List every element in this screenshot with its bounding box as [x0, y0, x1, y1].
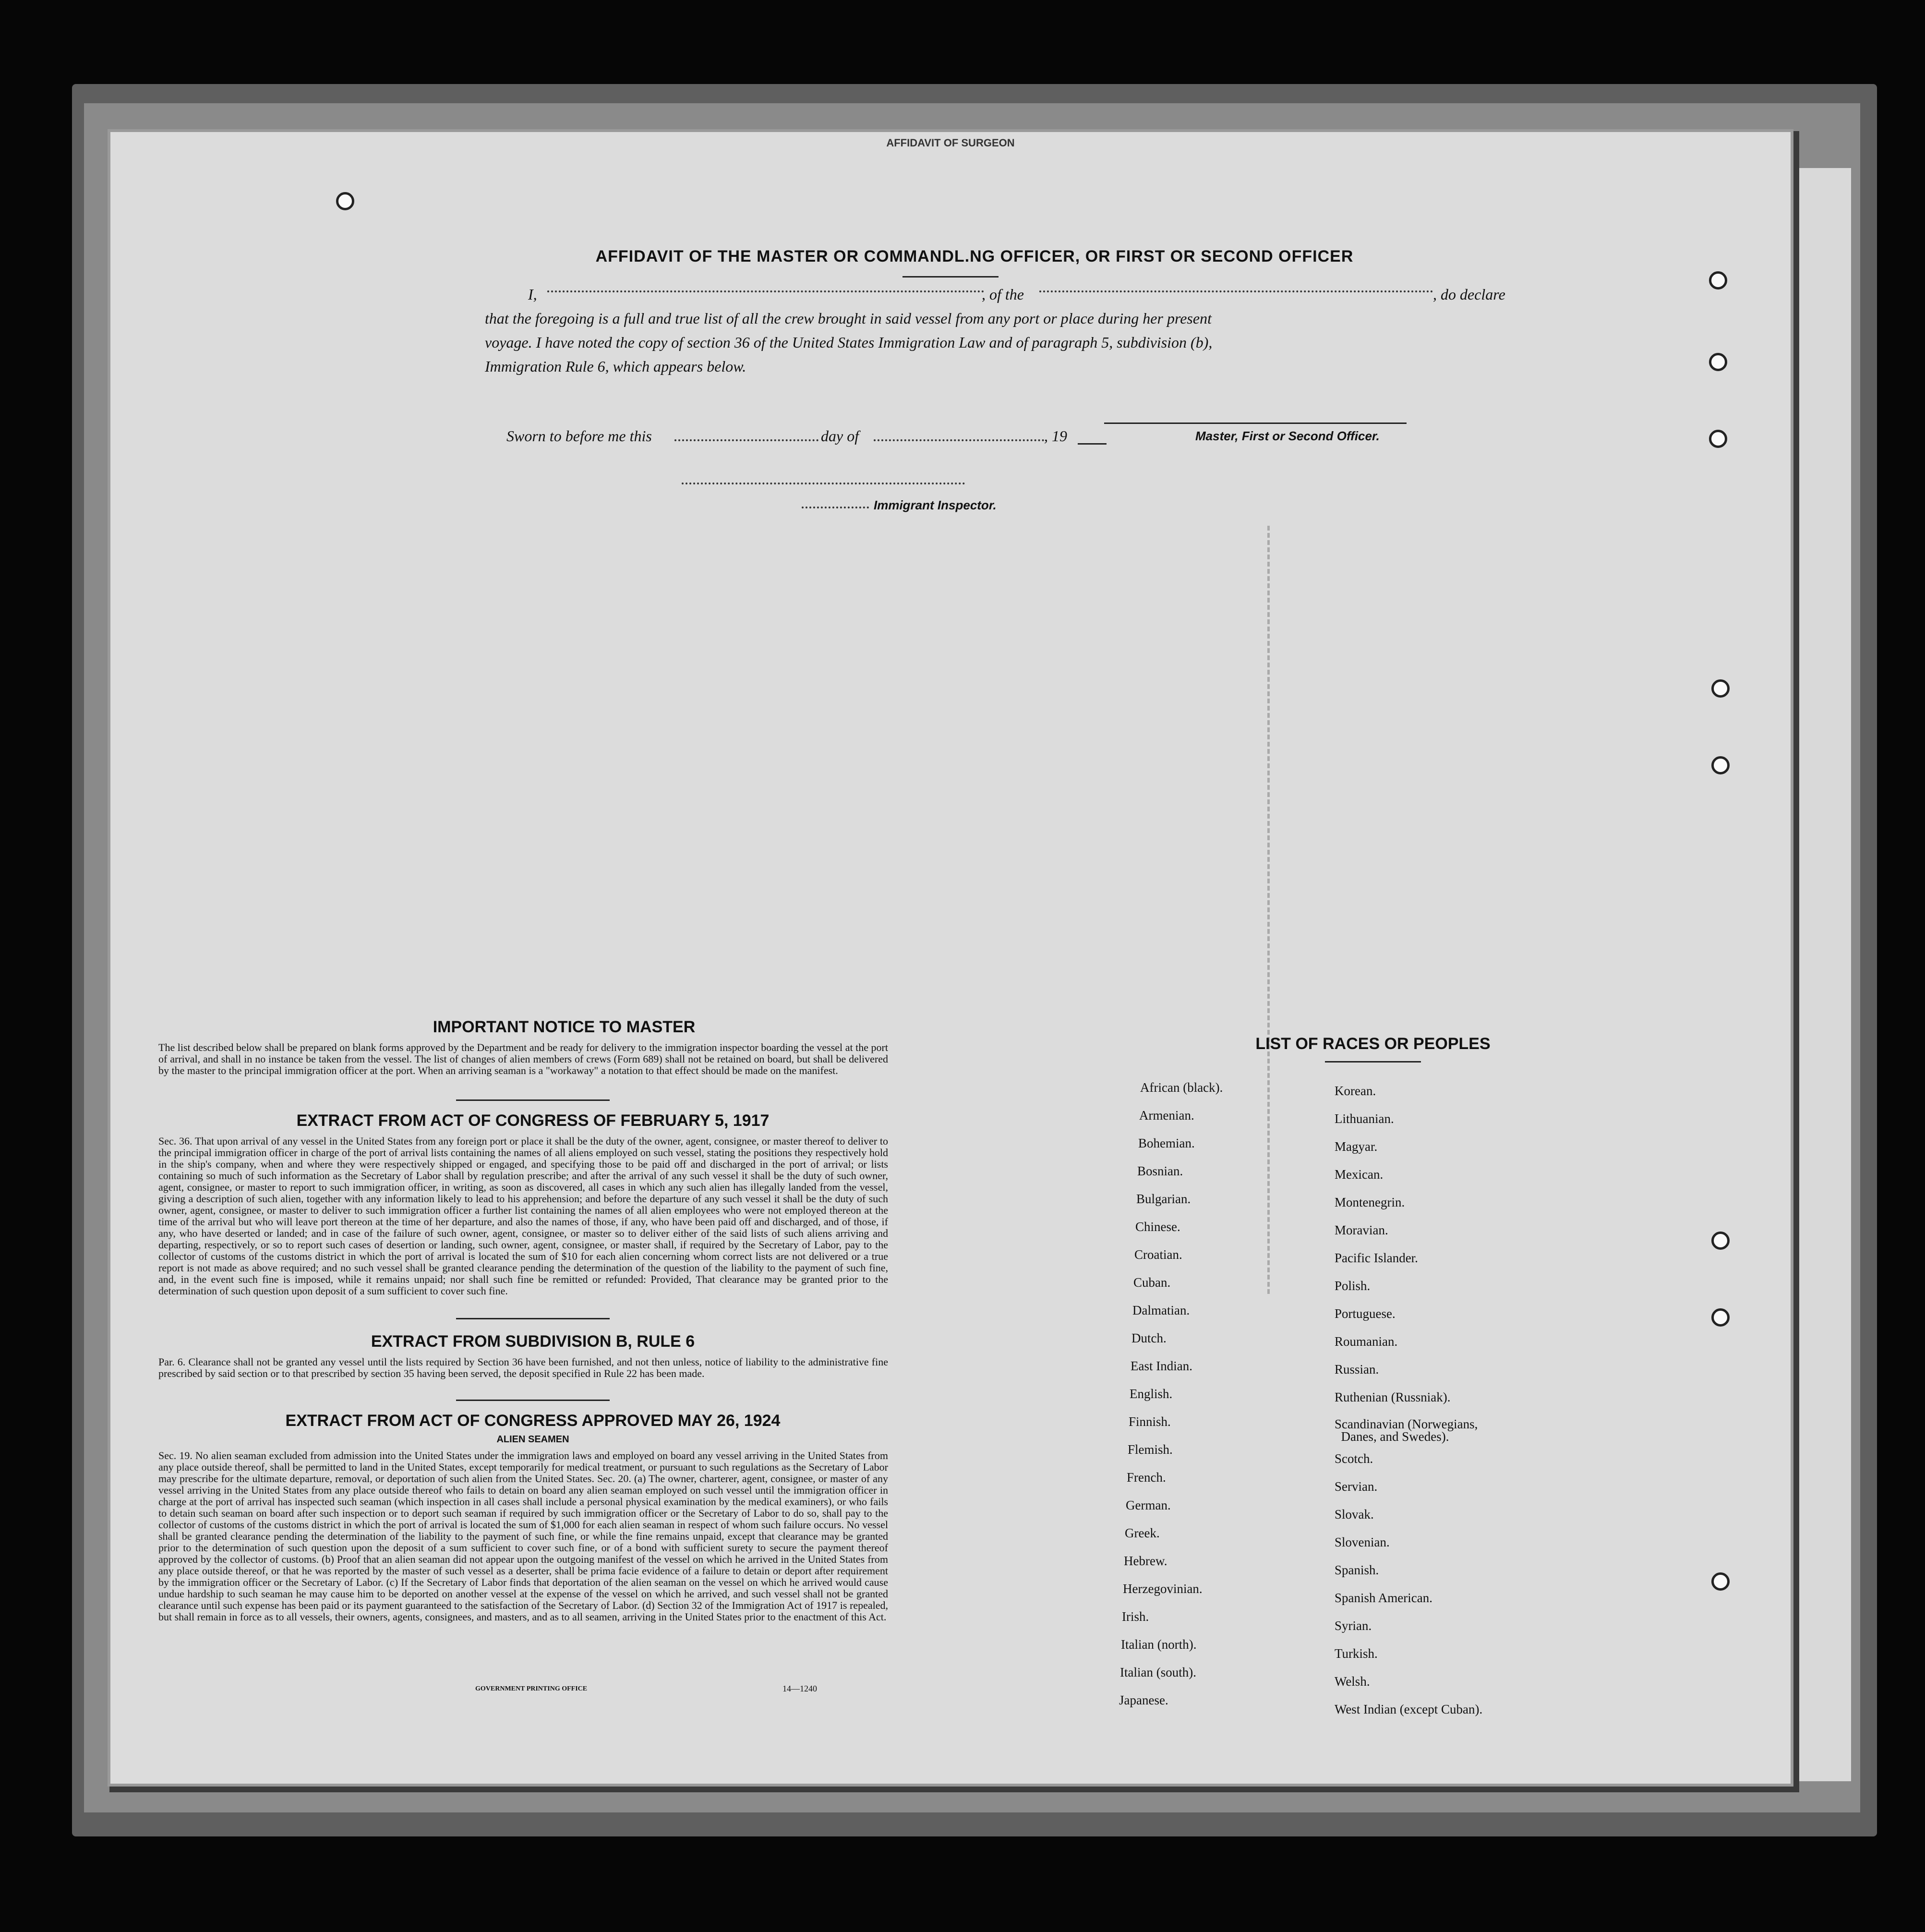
punch-hole	[1709, 271, 1727, 290]
affidavit-line4: Immigration Rule 6, which appears below.	[485, 358, 746, 375]
race-item: Scandinavian (Norwegians, Danes, and Swedes).	[1335, 1417, 1478, 1444]
race-item: Hebrew.	[1124, 1554, 1167, 1568]
punch-hole	[1709, 430, 1727, 448]
name-blank	[547, 290, 984, 292]
extract3-body: Sec. 19. No alien seaman excluded from admission into the United States under the immigration laws and employed on board any vessel arriving in the United States from any place outside thereof, shall be permitted to land in the United States, except temporarily for medical treatment, or pursuant to such regulations as the Secretary of Labor may prescribe for the ultimate departure, removal, or deportation of such alien from the United States. Sec. 20. (a) The owner, charterer, agent, consignee, or master of any vessel arriving in the United States from any place outside thereof who fails to detain on board any alien seaman employed on such vessel until the immigration officer in charge at the port of arrival has inspected such seaman (which inspection in all cases shall include a personal physical examination by the medical examiners), or who fails to detain such seaman on board after such inspection or to deport such seaman if required by such immigration officer or the Secretary of Labor to do so, shall pay to the collector of customs of the customs district in which the port of arrival is located the sum of $1,000 for each alien seaman in respect of whom such failure occurs. No vessel shall be granted clearance pending the determination of the liability to the payment of such fine, or while the fine remains unpaid, except that clearance may be granted prior to the determination of such question upon the deposit of a sum sufficient to cover such fine, or of a bond with sufficient surety to secure the payment thereof approved by the collector of customs. (b) Proof that an alien seaman did not appear upon the outgoing manifest of the vessel on which he arrived in the United States from any place outside thereof, or that he was reported by the master of such vessel as a deserter, shall be prima facie evidence of a failure to detain or deport after requirement by the immigration officer or the Secretary of Labor. (c) If the Secretary of Labor finds that deportation of the alien seaman on the vessel on which he arrived would cause undue hardship to such seaman he may cause him to be deported on another vessel at the expense of the vessel on which he arrived, and such vessel shall not be granted clearance until such expense has been paid or its payment guaranteed to the satisfaction of the Secretary of Labor. (d) Section 32 of the Immigration Act of 1917 is repealed, but shall remain in force as to all vessels, their owners, agents, consignees, and masters, and as to all seamen, arriving in the United States prior to the enactment of this Act.	[158, 1449, 888, 1623]
day-blank	[674, 439, 818, 441]
race-item: German.	[1126, 1498, 1171, 1512]
race-item: Montenegrin.	[1335, 1195, 1405, 1209]
month-blank	[874, 439, 1044, 441]
race-item: French.	[1127, 1470, 1166, 1485]
race-item: Bosnian.	[1137, 1164, 1183, 1178]
race-item: Pacific Islander.	[1335, 1251, 1418, 1265]
race-item: Italian (north).	[1121, 1637, 1197, 1652]
race-item: English.	[1130, 1387, 1173, 1401]
punch-hole	[1709, 353, 1727, 371]
race-item: Dalmatian.	[1132, 1303, 1190, 1317]
divider	[1325, 1061, 1421, 1063]
header-stamp: AFFIDAVIT OF SURGEON	[886, 137, 1015, 149]
race-item: Armenian.	[1139, 1108, 1194, 1123]
race-item: Scotch.	[1335, 1451, 1373, 1466]
race-item: Portuguese.	[1335, 1306, 1396, 1321]
divider	[902, 276, 999, 278]
race-item: Chinese.	[1135, 1220, 1180, 1234]
race-item: Croatian.	[1134, 1247, 1182, 1262]
race-item: Dutch.	[1131, 1331, 1167, 1345]
race-item: Japanese.	[1119, 1693, 1168, 1707]
affidavit-line3: voyage. I have noted the copy of section 36 of the United States Immigration Law and of paragraph 5, subdivision (b),	[485, 334, 1213, 351]
year-prefix: , 19	[1044, 427, 1067, 445]
master-signature-label: Master, First or Second Officer.	[1195, 429, 1380, 443]
race-item: African (black).	[1140, 1080, 1223, 1095]
race-item: Mexican.	[1335, 1167, 1384, 1182]
races-title: LIST OF RACES OR PEOPLES	[1255, 1035, 1491, 1053]
punch-hole	[1711, 1232, 1730, 1250]
punch-hole	[1711, 1572, 1730, 1591]
race-item: Welsh.	[1335, 1674, 1370, 1689]
race-item: Ruthenian (Russniak).	[1335, 1390, 1451, 1404]
inspector-signature-line	[682, 483, 965, 484]
race-item: Roumanian.	[1335, 1334, 1398, 1349]
race-item: Slovak.	[1335, 1507, 1374, 1521]
race-item: Bulgarian.	[1136, 1192, 1191, 1206]
race-item: Moravian.	[1335, 1223, 1388, 1237]
extract1-body: Sec. 36. That upon arrival of any vessel in the United States from any foreign port or place it shall be the duty of the owner, agent, consignee, or master thereof to deliver to the principal immigration officer in charge of the port of arrival lists containing the names of all aliens employed on such vessel, stating the positions they respectively hold in the ship's company, when and where they were respectively shipped or engaged, and specifying those to be paid off and discharged in the port of arrival; or lists containing so much of such information as the Secretary of Labor shall by regulation prescribe; and after the arrival of any such vessel it shall be the duty of such owner, agent, consignee, or master to report to such immigration officer, in writing, as soon as discovered, all cases in which any such alien has illegally landed from the vessel, giving a description of such alien, together with any information likely to lead to his apprehension; and before the departure of any such vessel it shall be the duty of such owner, agent, consignee, or master to deliver to such immigration officer a further list containing the names of all alien employees who were not employed thereon at the time of the arrival but who will leave port thereon at the time of her departure, and also the names of those, if any, who have been paid off and discharged, and of those, if any, who have deserted or landed; and in case of the failure of such owner, agent, consignee, or master so to deliver either of the said lists of such aliens arriving and departing, respectively, or so to report such cases of desertion or landing, such owner, agent, consignee, or master shall, if required by the Secretary of Labor, pay to the collector of customs of the customs district in which the port of arrival is located the sum of $10 for each alien concerning whom correct lists are not delivered or a true report is not made as above required; and no such vessel shall be granted clearance pending the determination of the question of the liability to the payment of such fine, and, in the event such fine is imposed, while it remains unpaid; nor shall such fine be remitted or refunded: Provided, That clearance may be granted prior to the determination of such question upon deposit of a sum sufficient to cover such fine.	[158, 1135, 888, 1297]
race-item: Greek.	[1125, 1526, 1160, 1540]
extract2-title: EXTRACT FROM SUBDIVISION B, RULE 6	[371, 1332, 695, 1351]
race-item: West Indian (except Cuban).	[1335, 1702, 1483, 1716]
year-line	[1078, 443, 1107, 445]
affidavit-line2: that the foregoing is a full and true list of all the crew brought in said vessel from any port or place during her present	[485, 310, 1212, 327]
divider	[456, 1400, 610, 1401]
notice-title: IMPORTANT NOTICE TO MASTER	[433, 1018, 696, 1036]
race-item: Lithuanian.	[1335, 1111, 1394, 1126]
extract3-subtitle: ALIEN SEAMEN	[496, 1434, 569, 1445]
race-item: Russian.	[1335, 1362, 1379, 1377]
race-item: Spanish.	[1335, 1563, 1379, 1577]
affidavit-line1-mid: , of the	[982, 286, 1024, 303]
printer-imprint: GOVERNMENT PRINTING OFFICE	[475, 1685, 588, 1692]
affidavit-line1-end: , do declare	[1433, 286, 1505, 303]
affidavit-title: AFFIDAVIT OF THE MASTER OR COMMANDL.NG OFFICER, OR FIRST OR SECOND OFFICER	[595, 247, 1354, 266]
sworn-prefix: Sworn to before me this	[506, 427, 652, 445]
race-item: East Indian.	[1131, 1359, 1192, 1373]
punch-hole	[336, 192, 354, 210]
divider	[456, 1318, 610, 1319]
document-sheet	[110, 132, 1791, 1784]
form-number: 14—1240	[782, 1684, 817, 1693]
race-item: Flemish.	[1128, 1442, 1173, 1457]
affidavit-line1-start: I,	[528, 286, 537, 303]
extract1-title: EXTRACT FROM ACT OF CONGRESS OF FEBRUARY 5, 1917	[296, 1111, 770, 1130]
day-of-label: day of	[821, 427, 859, 445]
extract2-body: Par. 6. Clearance shall not be granted any vessel until the lists required by Section 36 have been furnished, and not then unless, notice of liability to the administrative fine prescribed by said section or to that prescribed by section 35 having been served, the deposit specified in Rule 22 has been made.	[158, 1356, 888, 1379]
signature-line	[1104, 423, 1407, 424]
race-item: Finnish.	[1129, 1414, 1171, 1429]
vessel-blank	[1039, 290, 1433, 292]
race-item: Herzegovinian.	[1123, 1582, 1203, 1596]
race-item: Magyar.	[1335, 1139, 1378, 1154]
inspector-label: Immigrant Inspector.	[874, 498, 997, 512]
race-item: Spanish American.	[1335, 1591, 1432, 1605]
race-item: Irish.	[1122, 1609, 1149, 1624]
race-item: Polish.	[1335, 1279, 1371, 1293]
extract3-title: EXTRACT FROM ACT OF CONGRESS APPROVED MAY 26, 1924	[285, 1412, 781, 1430]
notice-body: The list described below shall be prepared on blank forms approved by the Department and be ready for delivery to the immigration inspector boarding the vessel at the port of arrival, and shall in no instance be taken from the vessel. The list of changes of alien members of crews (Form 689) shall not be retained on board, but shall be delivered by the master to the principal immigration officer at the port. When an arriving seaman is a "workaway" a notation to that effect should be made on the manifest.	[158, 1041, 888, 1076]
bleed-through-marks	[1267, 526, 1284, 1294]
inspector-leader	[802, 507, 869, 508]
punch-hole	[1711, 679, 1730, 698]
punch-hole	[1711, 756, 1730, 774]
divider	[456, 1099, 610, 1101]
race-item: Slovenian.	[1335, 1535, 1390, 1549]
race-item: Korean.	[1335, 1084, 1376, 1098]
race-item: Bohemian.	[1138, 1136, 1195, 1150]
race-item: Cuban.	[1133, 1275, 1171, 1290]
race-item: Italian (south).	[1120, 1665, 1196, 1679]
race-item: Turkish.	[1335, 1646, 1378, 1661]
race-item: Syrian.	[1335, 1618, 1372, 1633]
race-item: Servian.	[1335, 1479, 1378, 1494]
punch-hole	[1711, 1308, 1730, 1327]
